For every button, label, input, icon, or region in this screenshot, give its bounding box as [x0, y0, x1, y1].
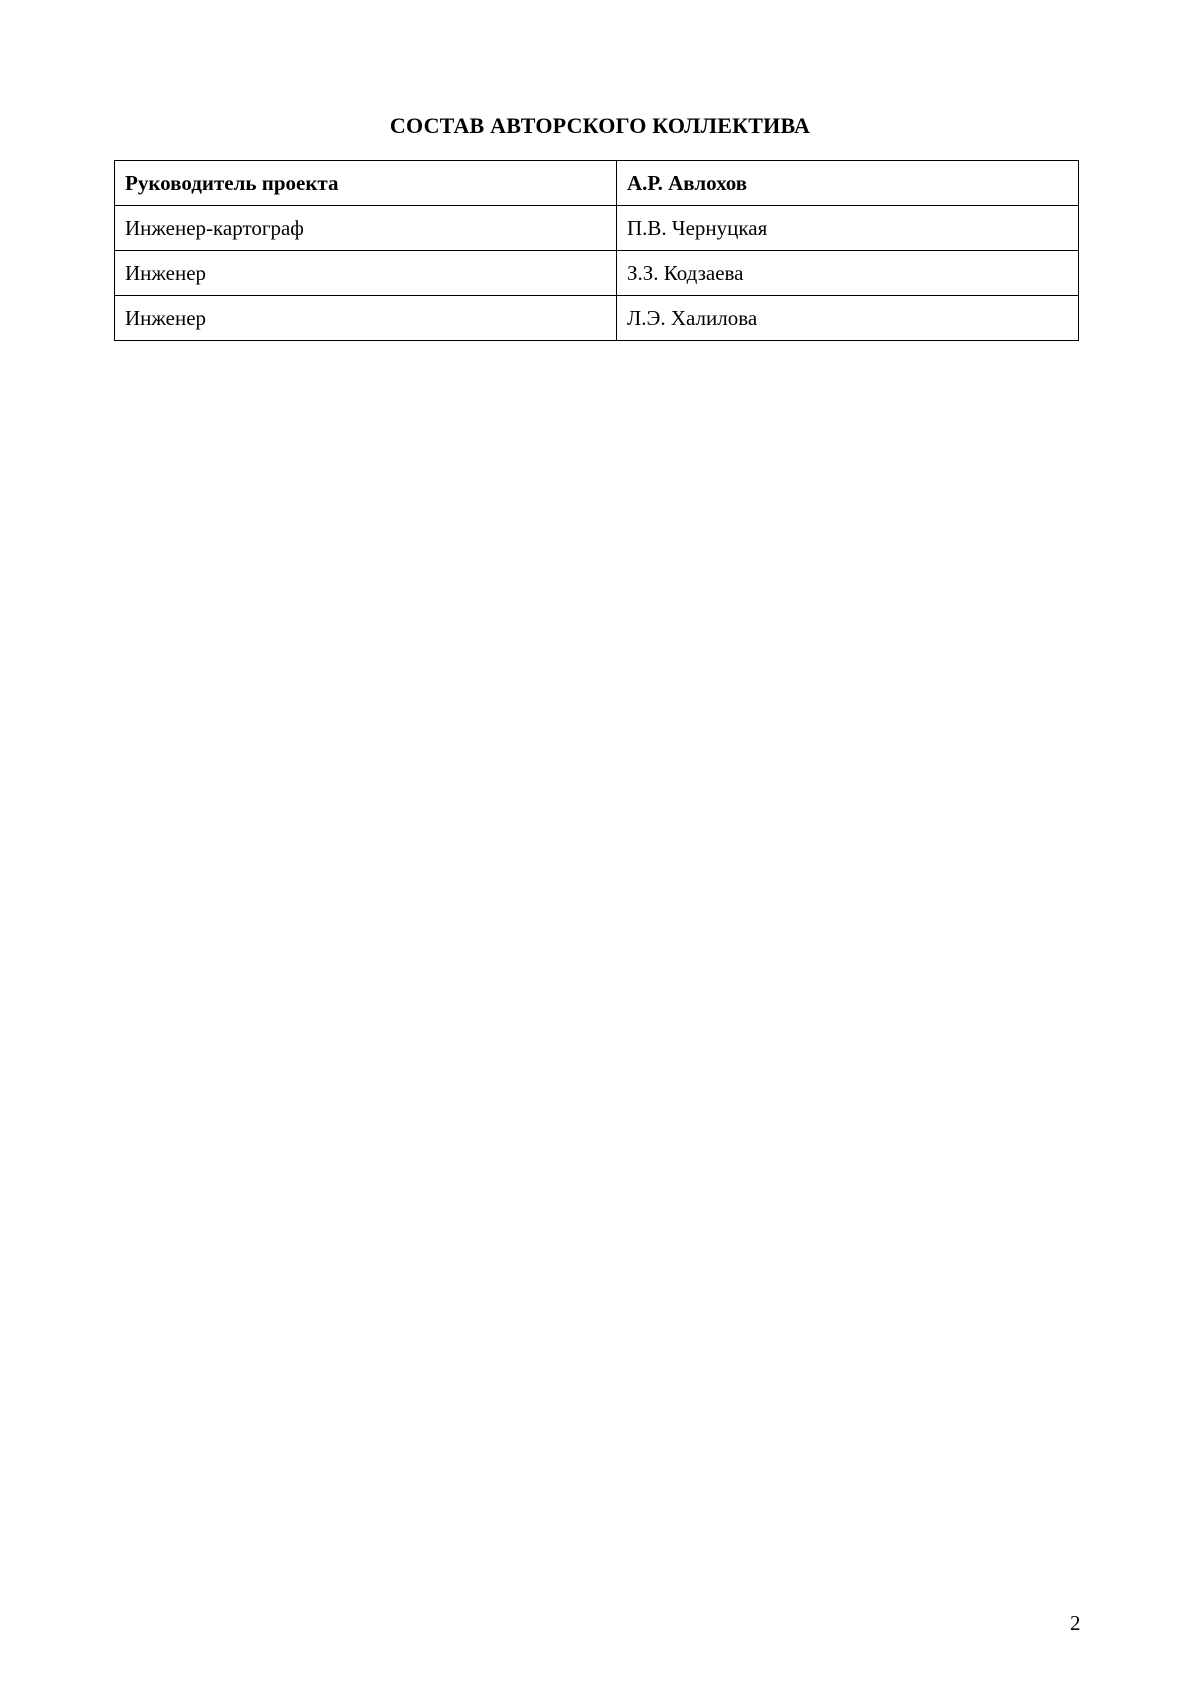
name-cell: Л.Э. Халилова — [617, 296, 1079, 341]
role-cell: Инженер — [115, 296, 617, 341]
role-cell: Инженер-картограф — [115, 206, 617, 251]
name-cell: А.Р. Авлохов — [617, 161, 1079, 206]
table-row — [115, 296, 1079, 341]
page-title: СОСТАВ АВТОРСКОГО КОЛЛЕКТИВА — [389, 113, 811, 138]
name-cell: П.В. Чернуцкая — [617, 206, 1079, 251]
name-cell: З.З. Кодзаева — [617, 251, 1079, 296]
table-row — [115, 206, 1079, 251]
table-row — [115, 251, 1079, 296]
table-row-project-lead — [115, 161, 1079, 206]
role-cell: Инженер — [115, 251, 617, 296]
role-cell: Руководитель проекта — [115, 161, 617, 206]
authors-table — [114, 160, 1079, 341]
page-number: 2 — [1070, 1611, 1081, 1635]
